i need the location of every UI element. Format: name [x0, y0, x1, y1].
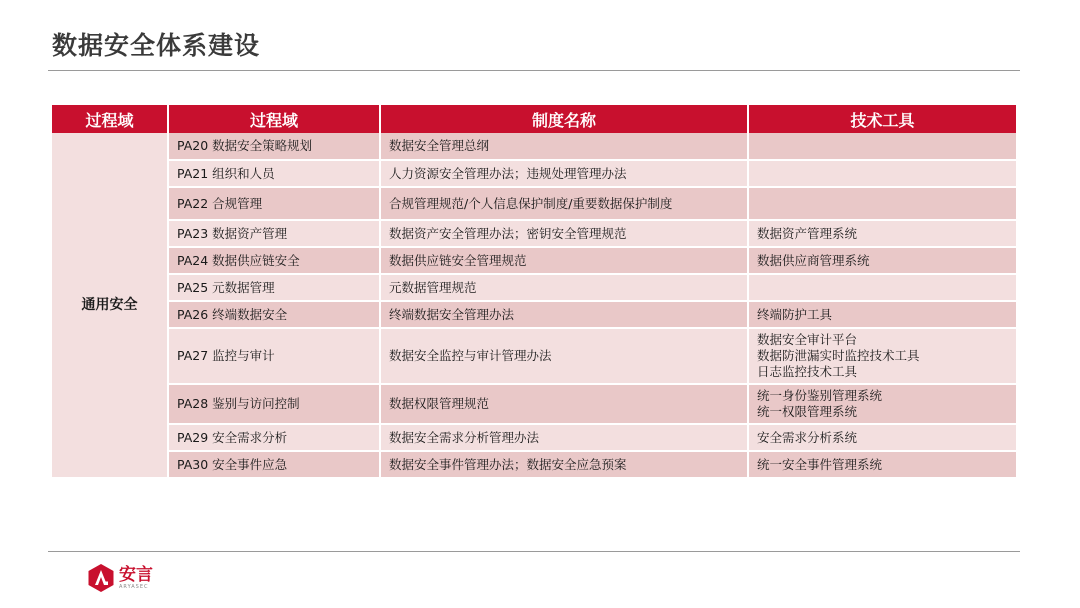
tools-cell [748, 133, 1016, 160]
header-process-domain-2: 过程域 [168, 105, 380, 133]
security-table [52, 105, 1016, 479]
policy-cell: 数据安全管理总纲 [380, 133, 748, 160]
process-area-cell: PA22 合规管理 [168, 187, 380, 220]
header-process-domain-1: 过程域 [52, 105, 168, 133]
tool-item: 数据资产管理系统 [757, 225, 858, 241]
table-row [52, 133, 1016, 160]
table-row [52, 328, 1016, 384]
policy-cell: 合规管理规范/个人信息保护制度/重要数据保护制度 [380, 187, 748, 220]
tool-item: 日志监控技术工具 [757, 364, 858, 379]
footer-divider [48, 551, 1020, 552]
tool-item: 安全需求分析系统 [757, 429, 858, 445]
tools-cell [748, 301, 1016, 328]
process-area-cell: PA27 监控与审计 [168, 328, 380, 384]
tool-item: 数据防泄漏实时监控技术工具 [757, 348, 920, 363]
table-row [52, 301, 1016, 328]
policy-cell: 数据安全监控与审计管理办法 [380, 328, 748, 384]
policy-cell: 数据安全需求分析管理办法 [380, 424, 748, 451]
process-area-cell: PA26 终端数据安全 [168, 301, 380, 328]
tools-cell [748, 451, 1016, 478]
tools-cell [748, 424, 1016, 451]
policy-cell: 数据安全事件管理办法；数据安全应急预案 [380, 451, 748, 478]
table-row [52, 160, 1016, 187]
tools-cell [748, 247, 1016, 274]
tool-item: 终端防护工具 [757, 306, 833, 322]
table-row [52, 247, 1016, 274]
table-row [52, 220, 1016, 247]
process-area-cell: PA25 元数据管理 [168, 274, 380, 301]
process-area-cell: PA21 组织和人员 [168, 160, 380, 187]
tools-cell [748, 187, 1016, 220]
policy-cell: 元数据管理规范 [380, 274, 748, 301]
process-area-cell: PA28 鉴别与访问控制 [168, 384, 380, 424]
logo-hexagon-icon [86, 563, 116, 593]
policy-cell: 人力资源安全管理办法；违规处理管理办法 [380, 160, 748, 187]
tools-cell [748, 384, 1016, 424]
header-policy-name: 制度名称 [380, 105, 748, 133]
process-area-cell: PA24 数据供应链安全 [168, 247, 380, 274]
tools-cell [748, 160, 1016, 187]
process-area-cell: PA29 安全需求分析 [168, 424, 380, 451]
table-row [52, 384, 1016, 424]
process-area-cell: PA20 数据安全策略规划 [168, 133, 380, 160]
tool-item: 统一权限管理系统 [757, 404, 858, 419]
tools-cell [748, 220, 1016, 247]
tools-cell [748, 274, 1016, 301]
tools-cell [748, 328, 1016, 384]
header-tech-tools: 技术工具 [748, 105, 1016, 133]
policy-cell: 数据资产安全管理办法；密钥安全管理规范 [380, 220, 748, 247]
table-row [52, 424, 1016, 451]
table-body [52, 133, 1016, 478]
tool-item: 统一安全事件管理系统 [757, 456, 883, 472]
process-area-cell: PA30 安全事件应急 [168, 451, 380, 478]
policy-cell: 终端数据安全管理办法 [380, 301, 748, 328]
table-row [52, 451, 1016, 478]
table-row [52, 274, 1016, 301]
table-row [52, 187, 1016, 220]
brand-logo [86, 564, 153, 592]
policy-cell: 数据权限管理规范 [380, 384, 748, 424]
policy-cell: 数据供应链安全管理规范 [380, 247, 748, 274]
logo-subtitle: ARYASEC [119, 584, 149, 590]
title-divider [48, 70, 1020, 71]
group-cell: 通用安全 [52, 133, 168, 478]
tool-item: 数据安全审计平台 [757, 332, 858, 347]
tool-item: 数据供应商管理系统 [757, 252, 870, 268]
tool-item: 统一身份鉴别管理系统 [757, 388, 883, 403]
process-area-cell: PA23 数据资产管理 [168, 220, 380, 247]
page-title: 数据安全体系建设 [52, 31, 261, 60]
table-header-row [52, 105, 1016, 133]
logo-name: 安言 [119, 565, 153, 585]
